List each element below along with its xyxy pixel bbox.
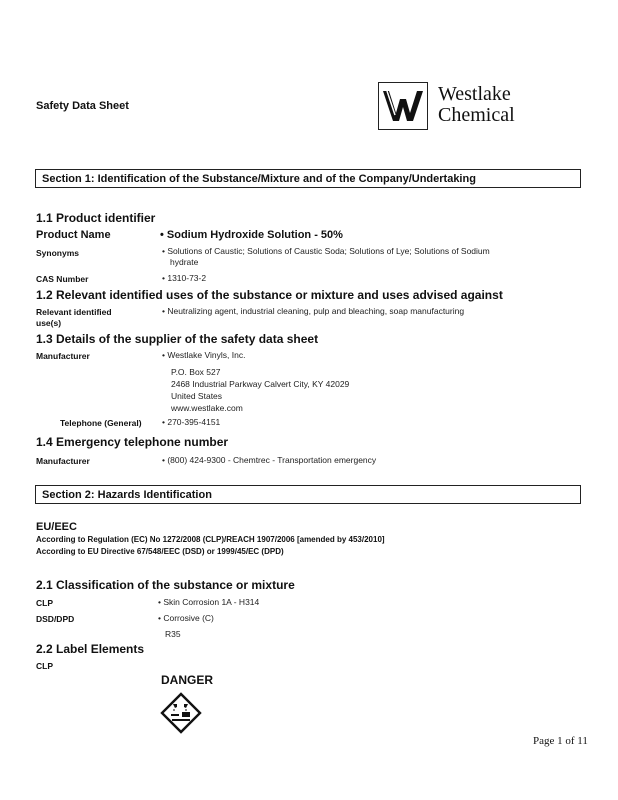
signal-word: DANGER [161,673,214,687]
heading-1-2: 1.2 Relevant identified uses of the substance or mixture and uses advised against [36,288,503,302]
section-2-header: Section 2: Hazards Identification [35,485,581,504]
address-line-3: United States [171,391,223,401]
emergency-phone-value: • (800) 424-9300 - Chemtrec - Transportation emergency [162,455,377,465]
dsd-dpd-value: • Corrosive (C) [158,613,214,623]
regulation-line-2: According to EU Directive 67/548/EEC (DSD) or 1999/45/EC (DPD) [36,547,284,556]
product-name-label: Product Name [36,229,111,241]
heading-2-1: 2.1 Classification of the substance or mixture [36,578,295,592]
clp-label-elements: CLP [36,661,53,671]
manufacturer-name: • Westlake Vinyls, Inc. [162,350,246,360]
logo-line-2: Chemical [438,104,515,126]
westlake-logo [378,82,540,132]
emergency-manufacturer-label: Manufacturer [36,456,90,466]
manufacturer-label: Manufacturer [36,351,90,361]
synonyms-label: Synonyms [36,248,79,258]
corrosion-pictogram-icon [160,692,202,734]
dsd-dpd-r-phrase: R35 [165,629,181,639]
heading-1-3: 1.3 Details of the supplier of the safety data sheet [36,332,319,346]
telephone-value: • 270-395-4151 [162,417,221,427]
synonyms-value [162,246,572,268]
logo-line-1: Westlake [438,83,511,105]
heading-1-1: 1.1 Product identifier [36,211,156,225]
heading-2-2: 2.2 Label Elements [36,642,145,656]
clp-label: CLP [36,598,53,608]
document-title: Safety Data Sheet [36,100,129,112]
cas-number-label: CAS Number [36,274,89,284]
eu-eec-heading: EU/EEC [36,521,77,533]
address-line-2: 2468 Industrial Parkway Calvert City, KY 42029 [171,379,350,389]
address-line-4: www.westlake.com [171,403,243,413]
synonyms-line-1: • Solutions of Caustic; Solutions of Caustic Soda; Solutions of Lye; Solutions of Sodium [162,246,490,256]
relevant-uses-label-line-1: Relevant identified [36,307,112,317]
regulation-line-1: According to Regulation (EC) No 1272/2008 (CLP)/REACH 1907/2006 [amended by 453/2010] [36,535,385,544]
logo-wordmark [438,84,515,126]
westlake-w-icon [378,82,428,130]
relevant-uses-label [36,307,112,329]
dsd-dpd-label: DSD/DPD [36,614,75,624]
relevant-uses-value: • Neutralizing agent, industrial cleaning, pulp and bleaching, soap manufacturing [162,306,465,316]
heading-1-4: 1.4 Emergency telephone number [36,435,229,449]
clp-value: • Skin Corrosion 1A - H314 [158,597,260,607]
product-name-value: • Sodium Hydroxide Solution - 50% [160,229,343,241]
page-number: Page 1 of 11 [533,735,588,747]
section-1-header: Section 1: Identification of the Substance/Mixture and of the Company/Undertaking [35,169,581,188]
manufacturer-address [171,366,349,414]
relevant-uses-label-line-2: use(s) [36,318,62,328]
cas-number-value: • 1310-73-2 [162,273,207,283]
address-line-1: P.O. Box 527 [171,367,221,377]
synonyms-line-2: hydrate [170,257,199,267]
telephone-label: Telephone (General) [60,418,142,428]
